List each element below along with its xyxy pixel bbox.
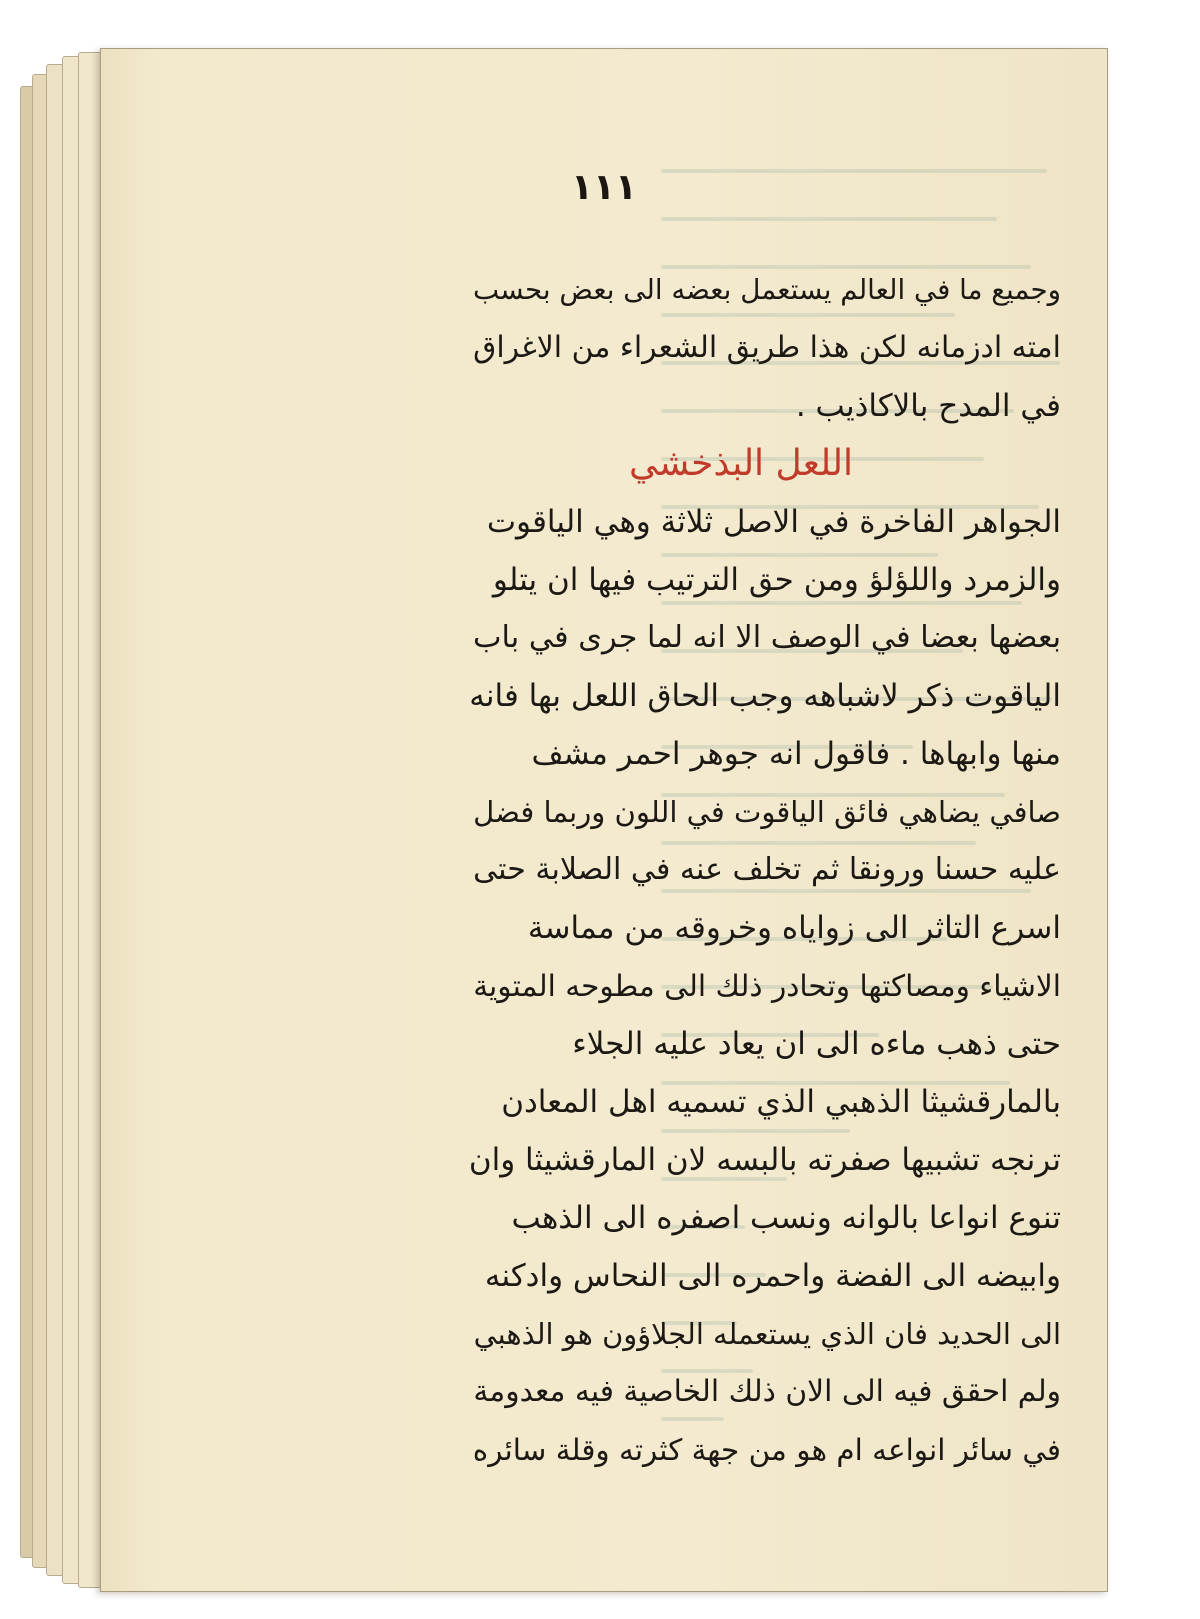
text-line: ترنجه تشبيها صفرته بالبسه لان المارقشيثا وان bbox=[468, 1142, 1061, 1178]
manuscript-text bbox=[461, 261, 1061, 1479]
text-line: منها وابهاها . فاقول انه جوهر احمر مشف bbox=[531, 736, 1061, 772]
text-line: الاشياء ومصاكتها وتحادر ذلك الى مطوحه المتوية bbox=[473, 969, 1061, 1003]
text-line: امته ادزمانه لكن هذا طريق الشعراء من الاغراق bbox=[473, 330, 1061, 365]
section-heading: اللعل البذخشي bbox=[628, 443, 854, 484]
text-line: في سائر انواعه ام هو من جهة كثرته وقلة سائره bbox=[472, 1433, 1061, 1467]
text-line: الى الحديد فان الذي يستعمله الجلاؤون هو الذهبي bbox=[473, 1317, 1061, 1351]
text-line: في المدح بالاكاذيب . bbox=[795, 388, 1061, 424]
text-line: ولم احقق فيه الى الان ذلك الخاصية فيه معدومة bbox=[473, 1374, 1061, 1409]
manuscript-page bbox=[100, 48, 1108, 1592]
text-line: بعضها بعضا في الوصف الا انه لما جرى في باب bbox=[472, 620, 1061, 655]
text-line: الياقوت ذكر لاشباهه وجب الحاق اللعل بها فانه bbox=[469, 678, 1061, 714]
page-number: ١١١ bbox=[571, 167, 637, 208]
text-line: وابيضه الى الفضة واحمره الى النحاس وادكنه bbox=[484, 1258, 1061, 1294]
text-line: الجواهر الفاخرة في الاصل ثلاثة وهي الياقوت bbox=[486, 504, 1061, 540]
text-line: صافي يضاهي فائق الياقوت في اللون وربما فضل bbox=[473, 795, 1061, 829]
text-line: حتى ذهب ماءه الى ان يعاد عليه الجلاء bbox=[572, 1026, 1061, 1062]
text-line: عليه حسنا ورونقا ثم تخلف عنه في الصلابة حتى bbox=[473, 852, 1061, 887]
text-line: وجميع ما في العالم يستعمل بعضه الى بعض بحسب bbox=[472, 273, 1061, 306]
text-line: تنوع انواعا بالوانه ونسب اصفره الى الذهب bbox=[511, 1200, 1061, 1236]
text-line: اسرع التاثر الى زواياه وخروقه من مماسة bbox=[527, 910, 1061, 946]
text-line: بالمارقشيثا الذهبي الذي تسميه اهل المعادن bbox=[501, 1084, 1061, 1120]
text-line: والزمرد واللؤلؤ ومن حق الترتيب فيها ان يتلو bbox=[492, 562, 1061, 598]
